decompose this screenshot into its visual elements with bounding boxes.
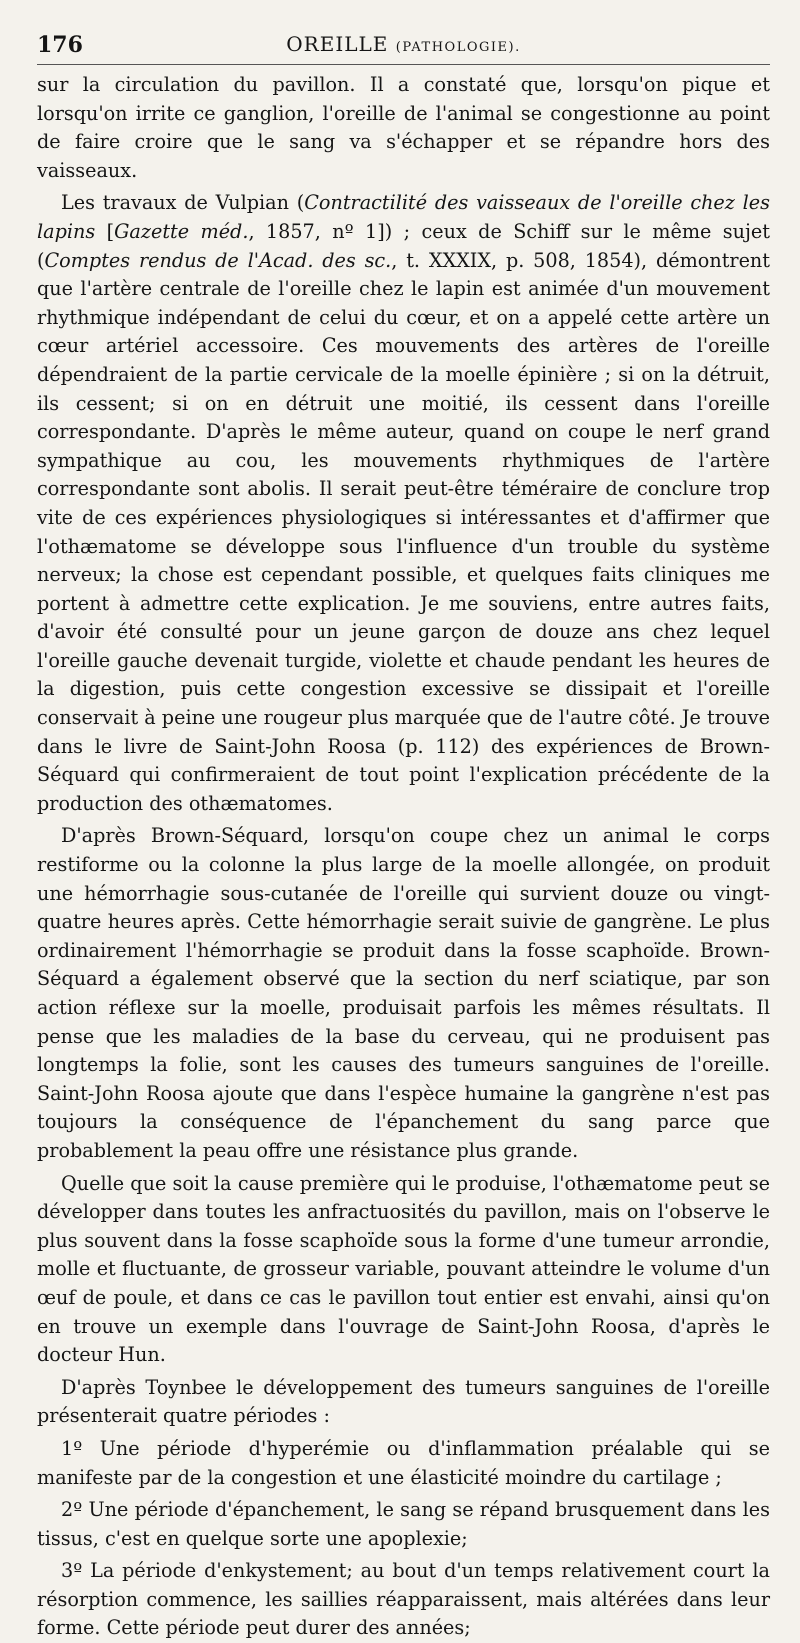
paragraph bbox=[37, 1374, 770, 1431]
text-run: 2º Une période d'épanchement, le sang se répand brusquement dans les tissus, c'est en quelque sorte une apoplexie; bbox=[37, 1498, 770, 1550]
paragraph bbox=[37, 1435, 770, 1492]
text-run: D'après Toynbee le développement des tumeurs sanguines de l'oreille présenterait quatre périodes : bbox=[37, 1375, 770, 1428]
text-run: , 1857, nº 1]) ; ceux de Schiff sur le même sujet ( bbox=[37, 219, 770, 272]
italic-citation: Comptes rendus de l'Acad. des sc. bbox=[44, 248, 392, 272]
text-run: D'après Brown-Séquard, lorsqu'on coupe chez un animal le corps restiforme ou la colonne la plus large de la moelle allongée, on produit une hémorrhagie sous-cutanée de l'oreille qui survient douze ou vingt-quatre heures après. Cette hémorrhagie serait suivie de gangrène. Le plus ordinairement l'hémorrhagie se produit dans la fosse scaphoïde. Brown-Séquard a également observé que la section du nerf sciatique, par son action réflexe sur la moelle, produisait parfois les mêmes résultats. Il pense que les maladies de la base du cerveau, qui ne produisent pas longtemps la folie, sont les causes des tumeurs sanguines de l'oreille. Saint-John Roosa ajoute que dans l'espèce humaine la gangrène n'est pas toujours la conséquence de l'épanchement du sang parce que probablement la peau offre une résistance plus grande. bbox=[37, 824, 770, 1162]
text-run: Les travaux de Vulpian ( bbox=[61, 191, 305, 215]
italic-citation: Gazette méd. bbox=[114, 219, 249, 243]
paragraph bbox=[37, 1557, 770, 1643]
text-run: Quelle que soit la cause première qui le produise, l'othæmatome peut se développer dans toutes les anfractuosités du pavillon, mais on l'observe le plus souvent dans la fosse scaphoïde sous la forme d'une tumeur arrondie, molle et fluctuante, de grosseur variable, pouvant atteindre le volume d'un œuf de poule, et dans ce cas le pavillon tout entier est envahi, ainsi qu'on en trouve un exemple dans l'ouvrage de Saint-John Roosa, d'après le docteur Hun. bbox=[37, 1171, 770, 1367]
text-run: 1º Une période d'hyperémie ou d'inflammation préalable qui se manifeste par de la congestion et une élasticité moindre du cartilage ; bbox=[37, 1436, 770, 1489]
paragraph bbox=[37, 71, 770, 185]
text-run: sur la circulation du pavillon. Il a constaté que, lorsqu'on pique et lorsqu'on irrite ce ganglion, l'oreille de l'animal se congestionne au point de faire croire que le sang va s'échapper et se répandre hors des vaisseaux. bbox=[37, 73, 770, 182]
page-header bbox=[37, 30, 770, 65]
paragraph bbox=[37, 822, 770, 1165]
text-run: , t. XXXIX, p. 508, 1854), démontrent que l'artère centrale de l'oreille chez le lapin est animée d'un mouvement rhythmique indépendant de celui du cœur, et on a appelé cette artère un cœur artériel accessoire. Ces mouvements des artères de l'oreille dépendraient de la partie cervicale de la moelle épinière ; si on la détruit, ils cessent; si on en détruit une moitié, ils cessent dans l'oreille correspondante. D'après le même auteur, quand on coupe le nerf grand sympathique au cou, les mouvements rhythmiques de l'artère correspondante sont abolis. Il serait peut-être téméraire de conclure trop vite de ces expériences physiologiques si intéressantes et d'affirmer que l'othæmatome se développe sous l'influence d'un trouble du système nerveux; la chose est cependant possible, et quelques faits cliniques me portent à admettre cette explication. Je me souviens, entre autres faits, d'avoir été consulté pour un jeune garçon de douze ans chez lequel l'oreille gauche devenait turgide, violette et chaude pendant les heures de la digestion, puis cette congestion excessive se dissipait et l'oreille conservait à peine une rougeur plus marquée que de l'autre côté. Je trouve dans le livre de Saint-John Roosa (p. 112) des expériences de Brown-Séquard qui confirmeraient de tout point l'explication précédente de la production des othæmatomes. bbox=[37, 248, 771, 815]
text-run: 3º La période d'enkystement; au bout d'un temps relativement court la résorption commence, les saillies réapparaissent, mais altérées dans leur forme. Cette période peut durer des années; bbox=[37, 1559, 770, 1640]
paragraph bbox=[37, 189, 770, 818]
body-text bbox=[37, 71, 770, 1643]
italic-citation: Contractilité des vaisseaux de l'oreille chez les lapins bbox=[37, 191, 770, 243]
running-subtitle: (PATHOLOGIE). bbox=[395, 40, 521, 55]
page-number: 176 bbox=[37, 32, 83, 58]
text-run: [ bbox=[95, 219, 115, 243]
paragraph bbox=[37, 1496, 770, 1553]
paragraph bbox=[37, 1170, 770, 1370]
running-head bbox=[37, 32, 770, 56]
running-title: OREILLE bbox=[286, 32, 389, 56]
